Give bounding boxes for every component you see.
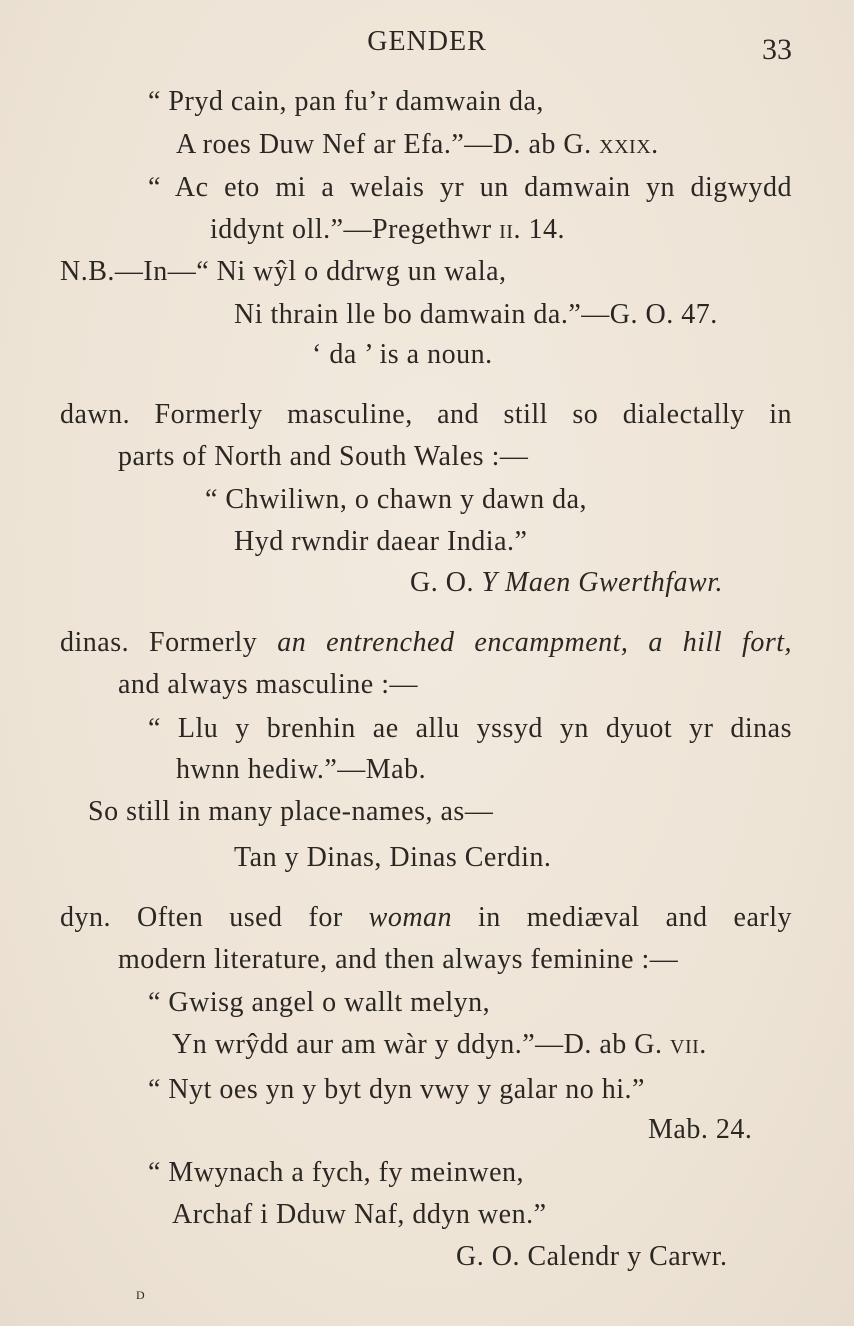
small-caps-text: xxix [599, 129, 652, 160]
text-segment: G. O. [410, 567, 482, 598]
text-segment: parts of North and South Wales :— [118, 441, 529, 472]
text-segment: . [699, 1029, 707, 1060]
text-segment: dyn. Often used for [60, 902, 369, 933]
text-segment: Yn wrŷdd aur am wàr y ddyn.”—D. ab G. [172, 1029, 670, 1060]
entry-line [118, 943, 678, 977]
italic-text: an entrenched encampment, a hill fort, [277, 627, 792, 658]
quote-line [172, 1028, 707, 1062]
entry-line [118, 668, 418, 702]
text-segment: Archaf i Dduw Naf, ddyn wen.” [172, 1199, 547, 1230]
quote-line [172, 1198, 547, 1232]
quote-line [148, 85, 544, 119]
text-segment: A roes Duw Nef ar Efa.”—D. ab G. [176, 129, 600, 160]
quote-line [148, 171, 792, 205]
text-segment: and always masculine :— [118, 669, 418, 700]
small-caps-text: vii [670, 1029, 700, 1060]
entry-dawn [60, 398, 792, 432]
quote-line [176, 128, 659, 162]
running-header: GENDER [367, 26, 487, 57]
quote-line [205, 483, 587, 517]
text-segment: So still in many place-names, as— [88, 796, 494, 827]
text-segment: G. O. Calendr y Carwr. [456, 1241, 728, 1272]
text-segment: “ Llu y brenhin ae allu yssyd yn dyuot yr dinas [148, 713, 792, 744]
page-number: 33 [762, 33, 792, 66]
quote-line [148, 1156, 524, 1190]
entry-dinas [60, 626, 792, 660]
quote-line [210, 213, 565, 247]
citation [648, 1113, 752, 1147]
text-segment: . [651, 129, 659, 160]
text-segment: “ Chwiliwn, o chawn y dawn da, [205, 484, 588, 515]
text-segment: Mab. 24. [648, 1114, 753, 1145]
signature-mark: d [136, 1284, 145, 1303]
text-segment: Hyd rwndir daear India.” [234, 526, 528, 557]
entry-dyn [60, 901, 792, 935]
text-segment: Tan y Dinas, Dinas Cerdin. [234, 842, 552, 873]
text-segment: Ni thrain lle bo damwain da.”—G. O. 47. [234, 299, 718, 330]
text-segment: dawn. Formerly masculine, and still so dialectally in [60, 399, 792, 430]
quote-line [234, 525, 527, 559]
text-segment: modern literature, and then always feminine :— [118, 944, 679, 975]
text-segment: “ Ac eto mi a welais yr un damwain yn digwydd [148, 172, 792, 203]
quote-line [148, 1073, 645, 1107]
text-segment: in mediæval and early [452, 902, 792, 933]
note-line [312, 338, 493, 372]
quote-line [176, 753, 426, 787]
quote-line [148, 986, 490, 1020]
quote-line [148, 712, 792, 746]
text-segment: iddynt oll.”—Pregethwr [210, 214, 500, 245]
text-segment: “ Nyt oes yn y byt dyn vwy y galar no hi.” [148, 1074, 645, 1105]
italic-text: woman [368, 902, 453, 933]
entry-line [118, 440, 528, 474]
text-segment: ‘ da ’ is a noun. [312, 339, 493, 370]
text-segment: “ Gwisg angel o wallt melyn, [148, 987, 491, 1018]
text-segment: N.B.—In—“ Ni wŷl o ddrwg un wala, [60, 256, 507, 287]
italic-text: Y Maen Gwerthfawr. [481, 567, 724, 598]
small-caps-text: ii [499, 214, 514, 245]
text-segment: . 14. [513, 214, 565, 245]
text-segment: “ Mwynach a fych, fy meinwen, [148, 1157, 525, 1188]
text-segment: dinas. Formerly [60, 627, 278, 658]
entry-line [88, 795, 493, 829]
text-segment: “ Pryd cain, pan fu’r damwain da, [148, 86, 544, 117]
example-line [234, 841, 551, 875]
citation [410, 566, 723, 600]
text-segment: hwnn hediw.”—Mab. [176, 754, 427, 785]
citation [456, 1240, 728, 1274]
quote-line [234, 298, 718, 332]
note-line [60, 255, 507, 289]
